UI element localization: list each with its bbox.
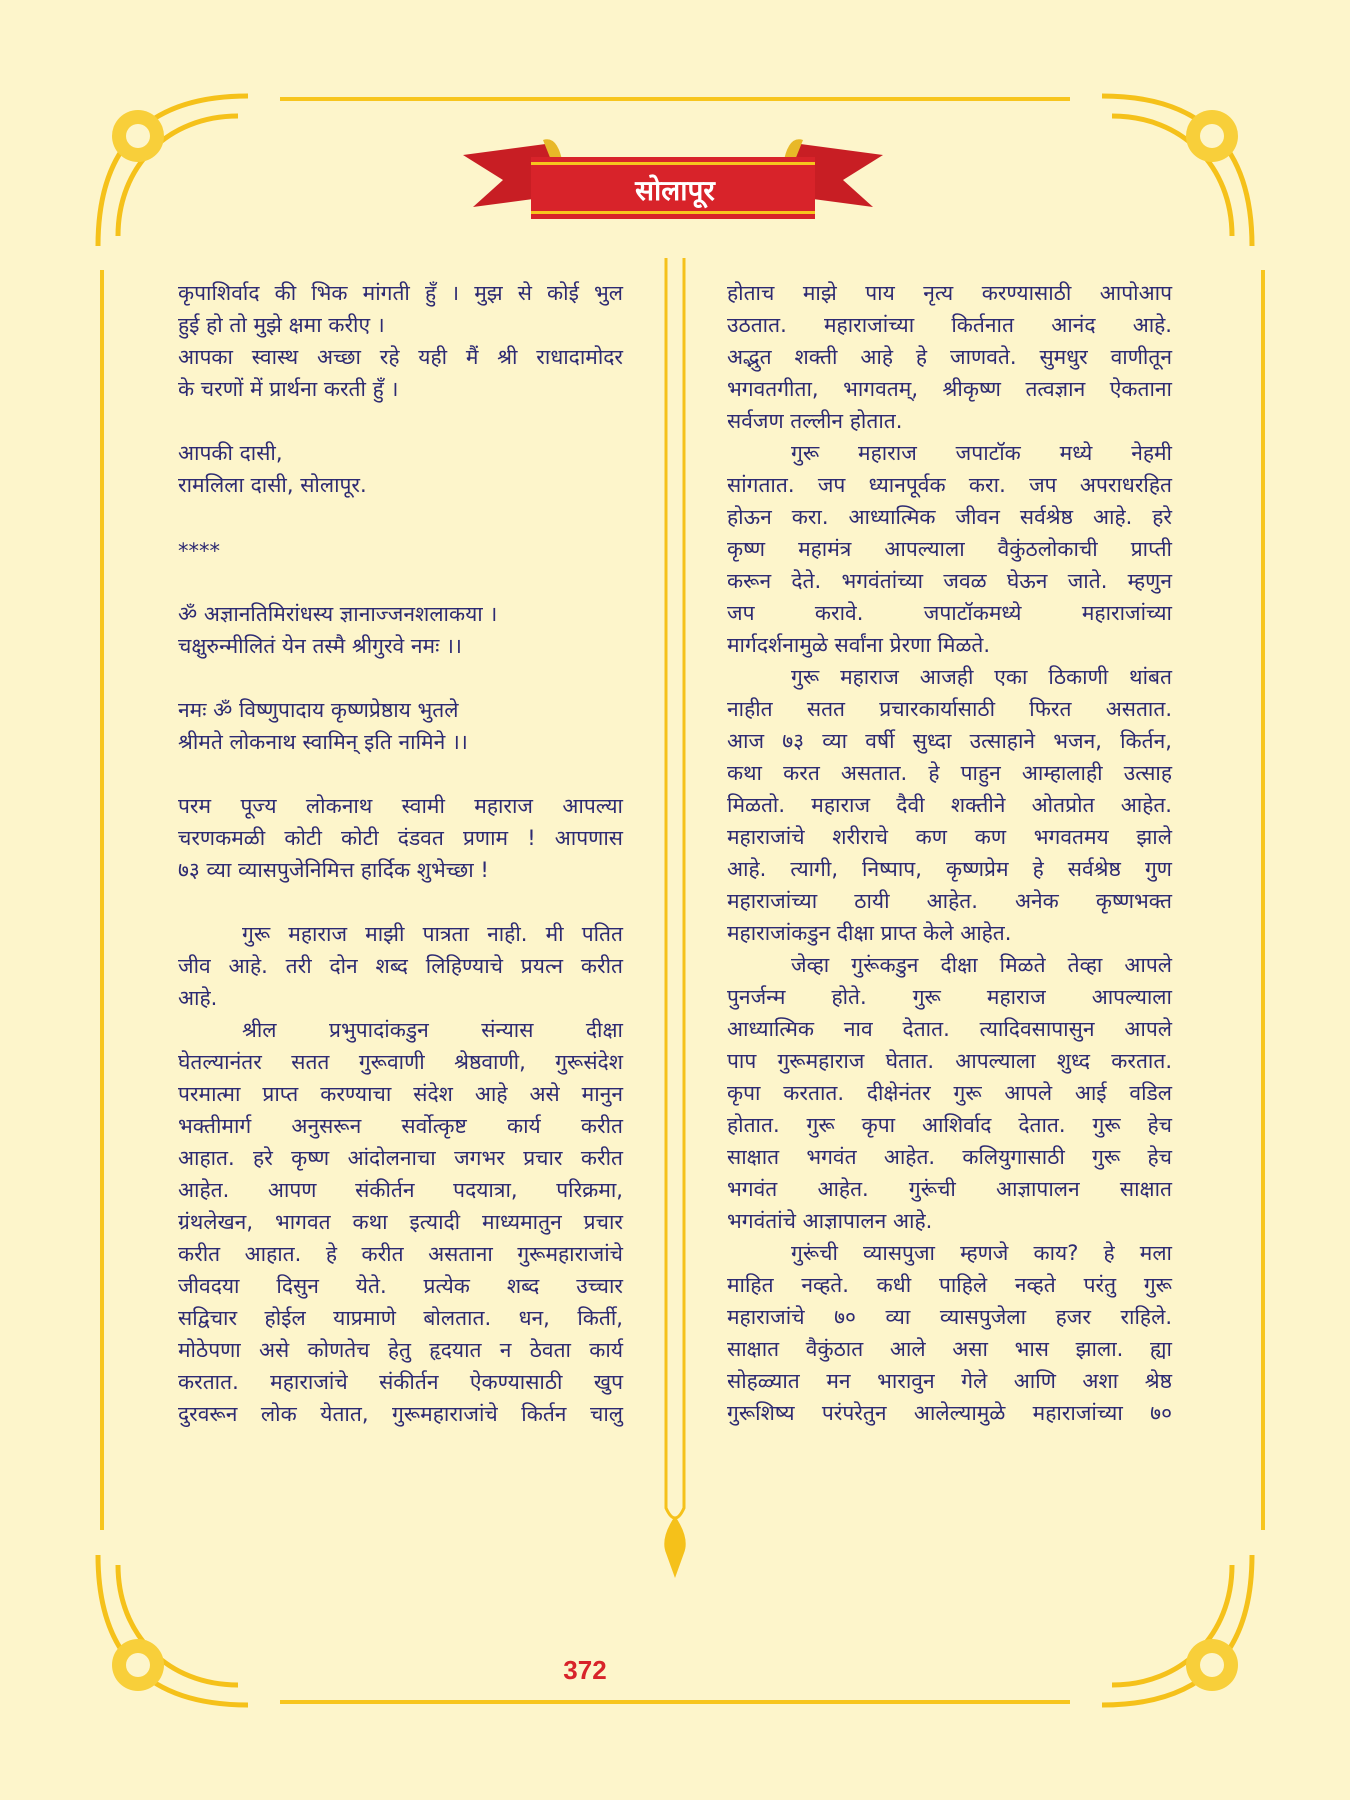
text-line: सर्वजण तल्लीन होतात. <box>727 409 903 433</box>
text-line: मोठेपणा असे कोणतेच हेतु हृदयात न ठेवता कार्य <box>178 1338 623 1362</box>
text-line: माहित नव्हते. कधी पाहिले नव्हते परंतु गुरू <box>727 1273 1172 1297</box>
text-line: करतात. महाराजांचे संकीर्तन ऐकण्यासाठी खुप <box>178 1370 623 1394</box>
text-line: आहेत. आपण संकीर्तन पदयात्रा, परिक्रमा, <box>178 1178 623 1202</box>
text-line: जेव्हा गुरूंकडुन दीक्षा मिळते तेव्हा आपले <box>791 953 1172 977</box>
text-line: जीव आहे. तरी दोन शब्द लिहिण्याचे प्रयत्न करीत <box>178 954 623 978</box>
frame-bottom-line <box>280 1700 1070 1704</box>
text-line: गुरू महाराज आजही एका ठिकाणी थांबत <box>791 665 1172 689</box>
text-line: करीत आहात. हे करीत असताना गुरूमहाराजांचे <box>178 1242 623 1266</box>
page-number: 372 <box>563 1655 607 1685</box>
text-line: भगवंत आहेत. गुरूंची आज्ञापालन साक्षात <box>727 1177 1172 1201</box>
text-line: मार्गदर्शनामुळे सर्वांना प्रेरणा मिळते. <box>727 633 991 657</box>
text-line: गुरू महाराज जपाटॉक मध्ये नेहमी <box>791 441 1172 465</box>
text-line: महाराजांच्या ठायी आहेत. अनेक कृष्णभक्त <box>727 889 1172 913</box>
text-line: भगवंतांचे आज्ञापालन आहे. <box>727 1209 933 1233</box>
text-line: कृपा करतात. दीक्षेनंतर गुरू आपले आई वडिल <box>727 1081 1172 1105</box>
column-divider <box>660 258 690 1578</box>
text-line: होताच माझे पाय नृत्य करण्यासाठी आपोआप <box>727 281 1172 305</box>
text-line: महाराजांचे ७० व्या व्यासपुजेला हजर राहिले. <box>727 1305 1172 1329</box>
text-line: सांगतात. जप ध्यानपूर्वक करा. जप अपराधरहित <box>727 473 1172 497</box>
text-line: चरणकमळी कोटी कोटी दंडवत प्रणाम ! आपणास <box>178 826 623 850</box>
text-line: आध्यात्मिक नाव देतात. त्यादिवसापासुन आपले <box>727 1017 1172 1041</box>
text-line: उठतात. महाराजांच्या किर्तनात आनंद आहे. <box>727 313 1172 337</box>
text-line: **** <box>178 539 220 563</box>
text-line: पाप गुरूमहाराज घेतात. आपल्याला शुध्द करतात. <box>727 1049 1172 1073</box>
text-line: आहात. हरे कृष्ण आंदोलनाचा जगभर प्रचार करीत <box>178 1146 623 1170</box>
text-line: नमः ॐ विष्णुपादाय कृष्णप्रेष्ठाय भुतले <box>178 698 459 722</box>
text-line: रामलिला दासी, सोलापूर. <box>178 473 367 497</box>
text-line: गुरूशिष्य परंपरेतुन आलेल्यामुळे महाराजांच्या ७० <box>727 1401 1172 1425</box>
frame-left-line <box>100 270 104 1530</box>
text-line: कृपाशिर्वाद की भिक मांगती हुँ । मुझ से कोई भुल <box>178 281 623 305</box>
text-line: परम पूज्य लोकनाथ स्वामी महाराज आपल्या <box>178 794 623 818</box>
text-line: दुरवरून लोक येतात, गुरूमहाराजांचे किर्तन चालु <box>178 1402 623 1426</box>
text-line: भगवतगीता, भागवतम्, श्रीकृष्ण तत्वज्ञान ऐकताना <box>727 377 1172 401</box>
text-line: चक्षुरुन्मीलितं येन तस्मै श्रीगुरवे नमः ।। <box>178 634 462 658</box>
text-line: श्रीमते लोकनाथ स्वामिन् इति नामिने ।। <box>178 730 468 754</box>
text-line: महाराजांकडुन दीक्षा प्राप्त केले आहेत. <box>727 921 1012 945</box>
text-line: ७३ व्या व्यासपुजेनिमित्त हार्दिक शुभेच्छा ! <box>178 858 489 882</box>
frame-right-line <box>1261 270 1265 1530</box>
text-line: हुई हो तो मुझे क्षमा करीए । <box>178 313 385 337</box>
text-line: कथा करत असतात. हे पाहुन आम्हालाही उत्साह <box>727 761 1172 785</box>
text-line: सोहळ्यात मन भारावुन गेले आणि अशा श्रेष्ठ <box>727 1369 1172 1393</box>
text-line: साक्षात भगवंत आहेत. कलियुगासाठी गुरू हेच <box>727 1145 1172 1169</box>
page-title: सोलापूर <box>635 174 715 207</box>
text-line: अद्भुत शक्ती आहे हे जाणवते. सुमधुर वाणीतून <box>727 345 1172 369</box>
corner-ornament-icon <box>1092 1545 1262 1715</box>
text-line: होऊन करा. आध्यात्मिक जीवन सर्वश्रेष्ठ आहे. हरे <box>727 505 1172 529</box>
text-line: आहे. त्यागी, निष्पाप, कृष्णप्रेम हे सर्वश्रेष्ठ गुण <box>727 857 1172 881</box>
text-line: आज ७३ व्या वर्षी सुध्दा उत्साहाने भजन, किर्तन, <box>727 729 1172 753</box>
text-line: होतात. गुरू कृपा आशिर्वाद देतात. गुरू हेच <box>727 1113 1172 1137</box>
corner-ornament-icon <box>88 1545 258 1715</box>
text-line: ॐ अज्ञानतिमिरांधस्य ज्ञानाज्जनशलाकया । <box>178 602 498 626</box>
text-line: श्रील प्रभुपादांकडुन संन्यास दीक्षा <box>242 1018 623 1042</box>
text-line: घेतल्यानंतर सतत गुरूवाणी श्रेष्ठवाणी, गुरूसंदेश <box>178 1050 623 1074</box>
text-line: आपकी दासी, <box>178 441 283 465</box>
text-line: कृष्ण महामंत्र आपल्याला वैकुंठलोकाची प्राप्ती <box>727 537 1172 561</box>
text-line: आपका स्वास्थ अच्छा रहे यही मैं श्री राधादामोदर <box>178 345 623 369</box>
text-line: जीवदया दिसुन येते. प्रत्येक शब्द उच्चार <box>178 1274 623 1298</box>
text-line: मिळतो. महाराज दैवी शक्तीने ओतप्रोत आहेत. <box>727 793 1172 817</box>
text-line: गुरूंची व्यासपुजा म्हणजे काय? हे मला <box>791 1241 1172 1265</box>
text-line: के चरणों में प्रार्थना करती हुँ । <box>178 377 399 401</box>
text-line: गुरू महाराज माझी पात्रता नाही. मी पतित <box>242 922 623 946</box>
text-line: महाराजांचे शरीराचे कण कण भगवतमय झाले <box>727 825 1172 849</box>
text-line: जप करावे. जपाटॉकमध्ये महाराजांच्या <box>727 601 1172 625</box>
text-line: आहे. <box>178 986 218 1010</box>
text-line: पुनर्जन्म होते. गुरू महाराज आपल्याला <box>727 985 1172 1009</box>
text-line: परमात्मा प्राप्त करण्याचा संदेश आहे असे मानुन <box>178 1082 623 1106</box>
frame-top-line <box>280 97 1070 101</box>
text-line: करून देते. भगवंतांच्या जवळ घेऊन जाते. म्हणुन <box>727 569 1172 593</box>
text-line: ग्रंथलेखन, भागवत कथा इत्यादी माध्यमातुन प्रचार <box>178 1210 623 1234</box>
text-line: सद्विचार होईल याप्रमाणे बोलतात. धन, किर्ती, <box>178 1306 623 1330</box>
text-line: साक्षात वैकुंठात आले असा भास झाला. ह्या <box>727 1337 1172 1361</box>
text-line: नाहीत सतत प्रचारकार्यासाठी फिरत असतात. <box>727 697 1172 721</box>
text-line: भक्तीमार्ग अनुसरून सर्वोत्कृष्ट कार्य करीत <box>178 1114 623 1138</box>
